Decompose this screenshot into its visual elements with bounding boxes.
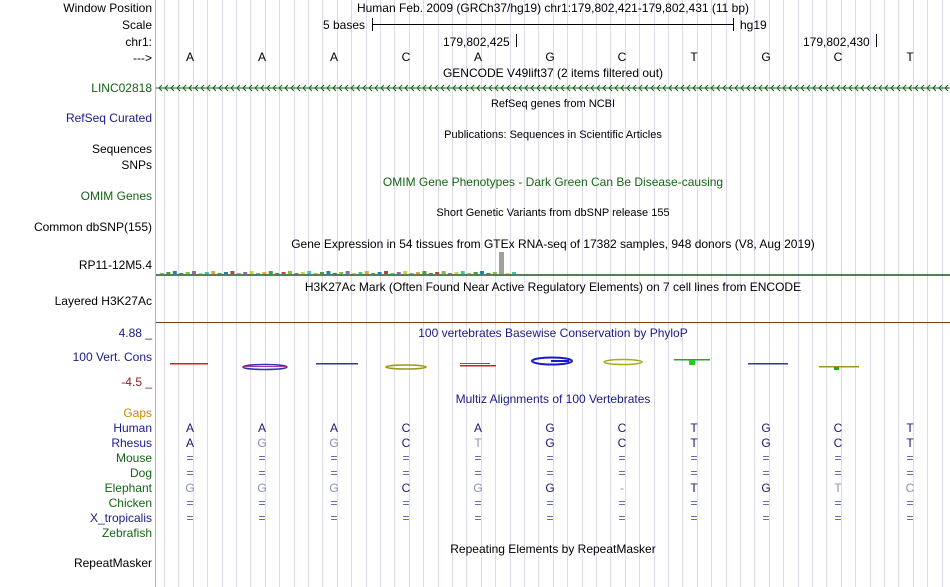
alignment-base: = (834, 451, 842, 465)
alignment-base: = (762, 511, 770, 525)
alignment-base: = (186, 511, 194, 525)
alignment-base: C (401, 421, 411, 435)
alignment-base: = (834, 496, 842, 510)
sequence-base: C (617, 50, 627, 64)
scale-bar-right-tick (733, 18, 734, 31)
alignment-base: C (617, 436, 627, 450)
alignment-base: A (257, 421, 266, 435)
omim-title: OMIM Gene Phenotypes - Dark Green Can Be Disease-causing (382, 175, 724, 189)
refseq-label[interactable]: RefSeq Curated (65, 111, 152, 125)
species-label[interactable]: Zebrafish (101, 526, 152, 540)
alignment-base: A (329, 421, 338, 435)
gtex-highlight-bar (499, 252, 504, 274)
species-label[interactable]: Mouse (115, 451, 152, 465)
alignment-base: = (186, 496, 194, 510)
species-label[interactable]: X_tropicalis (89, 511, 152, 525)
species-label[interactable]: Dog (129, 466, 152, 480)
alignment-base: = (474, 466, 482, 480)
sequence-base: A (257, 50, 266, 64)
alignment-base: = (186, 466, 194, 480)
alignment-base: = (690, 511, 698, 525)
alignment-base: T (906, 421, 914, 435)
alignment-base: G (329, 436, 339, 450)
coordinate-tick-2-mark (876, 34, 877, 47)
scale-assembly: hg19 (740, 18, 767, 32)
alignment-base: G (545, 436, 555, 450)
h3k27ac-baseline (156, 322, 950, 323)
publications-title: Publications: Sequences in Scientific Articles (444, 129, 662, 141)
gtex-title: Gene Expression in 54 tissues from GTEx RNA-seq of 17382 samples, 948 donors (V8, Aug 2019) (291, 237, 815, 251)
alignment-base: A (473, 421, 482, 435)
alignment-base: = (402, 511, 410, 525)
species-label[interactable]: Rhesus (111, 436, 152, 450)
scale-label[interactable]: Scale (121, 18, 152, 32)
gencode-title: GENCODE V49lift37 (2 items filtered out) (442, 66, 664, 80)
alignment-base: = (402, 496, 410, 510)
alignment-base: G (257, 436, 267, 450)
gtex-gene-label[interactable]: RP11-12M5.4 (78, 258, 152, 272)
alignment-base: = (330, 511, 338, 525)
alignment-base: C (401, 481, 411, 495)
alignment-base: G (257, 481, 267, 495)
alignment-base: = (258, 511, 266, 525)
sequence-base: A (329, 50, 338, 64)
sequence-base: C (833, 50, 843, 64)
dbsnp-title: Short Genetic Variants from dbSNP release 155 (436, 207, 670, 219)
alignment-base: = (906, 466, 914, 480)
alignment-base: = (258, 466, 266, 480)
alignment-base: = (330, 451, 338, 465)
alignment-base: = (906, 451, 914, 465)
multiz-title: Multiz Alignments of 100 Vertebrates (455, 392, 651, 406)
alignment-base: = (546, 466, 554, 480)
alignment-base: - (620, 481, 624, 495)
alignment-base: = (618, 496, 626, 510)
alignment-base: G (761, 436, 771, 450)
phylop-logo[interactable] (156, 354, 950, 376)
sequence-base: T (690, 50, 698, 64)
alignment-base: = (402, 451, 410, 465)
alignment-base: G (545, 421, 555, 435)
alignment-base: = (690, 466, 698, 480)
alignment-base: = (474, 451, 482, 465)
alignment-base: C (617, 421, 627, 435)
alignment-base: T (474, 436, 482, 450)
alignment-base: G (473, 481, 483, 495)
window-position-label[interactable]: Window Position (63, 1, 152, 15)
alignment-base: = (546, 451, 554, 465)
gaps-label[interactable]: Gaps (123, 406, 152, 420)
alignment-base: = (690, 451, 698, 465)
scale-bar (372, 24, 734, 25)
alignment-base: = (474, 496, 482, 510)
repeatmasker-title: Repeating Elements by RepeatMasker (450, 542, 656, 556)
alignment-base: C (833, 421, 843, 435)
alignment-base: = (618, 466, 626, 480)
alignment-base: = (546, 496, 554, 510)
publications-label-sequences[interactable]: Sequences (91, 142, 152, 156)
scale-text: 5 bases (323, 18, 366, 32)
phylop-max-label: 4.88 _ (118, 326, 152, 340)
sequence-base: A (185, 50, 194, 64)
alignment-base: = (762, 466, 770, 480)
species-label[interactable]: Chicken (108, 496, 152, 510)
strand-label[interactable]: ---> (133, 51, 152, 65)
alignment-base: = (834, 511, 842, 525)
phylop-label[interactable]: 100 Vert. Cons (72, 350, 152, 364)
alignment-base: = (186, 451, 194, 465)
chrom-label[interactable]: chr1: (125, 35, 152, 49)
scale-bar-left-tick (372, 18, 373, 31)
h3k27ac-title: H3K27Ac Mark (Often Found Near Active Regulatory Elements) on 7 cell lines from ENCODE (304, 280, 802, 294)
alignment-base: C (833, 436, 843, 450)
sequence-base: C (401, 50, 411, 64)
alignment-base: = (762, 451, 770, 465)
alignment-base: T (906, 436, 914, 450)
alignment-base: T (690, 421, 698, 435)
omim-label[interactable]: OMIM Genes (80, 189, 152, 203)
alignment-base: = (402, 466, 410, 480)
alignment-base: G (761, 481, 771, 495)
refseq-title: RefSeq genes from NCBI (490, 98, 616, 110)
alignment-base: = (906, 496, 914, 510)
sequence-base: G (545, 50, 555, 64)
alignment-base: = (546, 511, 554, 525)
sequence-base: T (906, 50, 914, 64)
alignment-base: = (906, 511, 914, 525)
h3k27ac-label[interactable]: Layered H3K27Ac (54, 294, 152, 308)
alignment-base: = (690, 496, 698, 510)
alignment-base: = (258, 496, 266, 510)
species-label[interactable]: Human (113, 421, 152, 435)
gencode-gene-line[interactable] (156, 82, 950, 94)
sequence-base: G (761, 50, 771, 64)
alignment-base: = (258, 451, 266, 465)
dbsnp-label[interactable]: Common dbSNP(155) (33, 220, 152, 234)
alignment-base: C (401, 436, 411, 450)
alignment-base: G (545, 481, 555, 495)
track-labels (0, 0, 155, 587)
coordinate-tick-2: 179,802,430 (803, 35, 870, 49)
alignment-base: = (330, 496, 338, 510)
alignment-base: G (761, 421, 771, 435)
alignment-base: A (185, 421, 194, 435)
alignment-base: T (834, 481, 842, 495)
alignment-base: G (185, 481, 195, 495)
phylop-title: 100 vertebrates Basewise Conservation by PhyloP (418, 326, 688, 340)
repeatmasker-label[interactable]: RepeatMasker (73, 556, 152, 570)
alignment-base: = (618, 451, 626, 465)
phylop-min-label: -4.5 _ (121, 375, 152, 389)
sequence-base: A (473, 50, 482, 64)
coordinate-tick-1: 179,802,425 (443, 35, 510, 49)
alignment-base: T (690, 481, 698, 495)
alignment-base: = (330, 466, 338, 480)
alignment-base: = (474, 511, 482, 525)
alignment-base: A (185, 436, 194, 450)
gtex-expression-bars[interactable] (156, 252, 950, 276)
alignment-base: = (834, 466, 842, 480)
alignment-base: T (690, 436, 698, 450)
alignment-base: = (762, 496, 770, 510)
publications-label-snps[interactable]: SNPs (121, 158, 152, 172)
alignment-base: = (618, 511, 626, 525)
gencode-item-label[interactable]: LINC02818 (91, 81, 152, 95)
alignment-base: G (329, 481, 339, 495)
alignment-base: C (905, 481, 915, 495)
species-label[interactable]: Elephant (104, 481, 152, 495)
window-position-text: Human Feb. 2009 (GRCh37/hg19) chr1:179,802,421-179,802,431 (11 bp) (356, 1, 750, 15)
coordinate-tick-1-mark (516, 34, 517, 47)
